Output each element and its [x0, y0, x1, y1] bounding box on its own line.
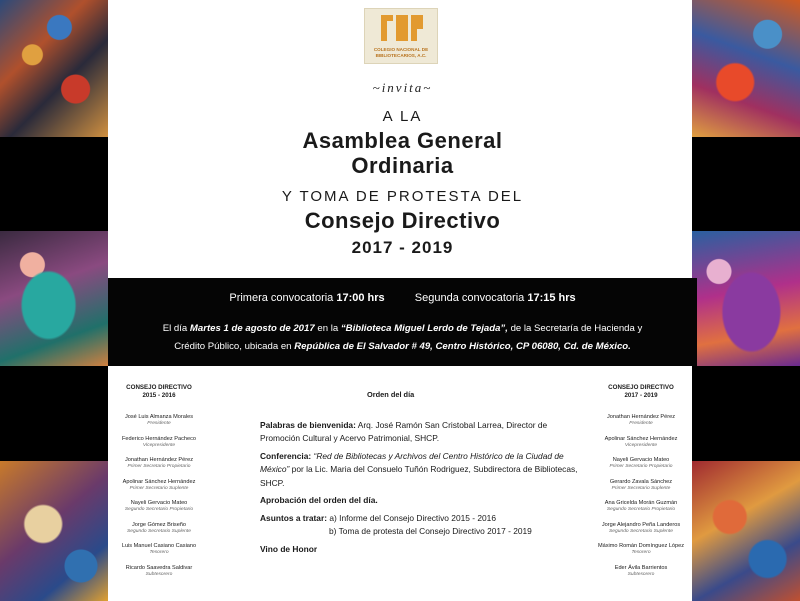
asunto-b: b) Toma de protesta del Consejo Directivo 2017 - 2019	[329, 526, 532, 536]
title-a-la: A LA	[382, 108, 423, 125]
council-member	[586, 414, 696, 436]
council-member	[586, 436, 696, 458]
event-place	[148, 320, 657, 356]
member-name: Eder Ávila Barrientos	[614, 564, 668, 571]
title-consejo-directivo: Consejo Directivo	[304, 208, 501, 233]
council-member	[586, 479, 696, 501]
member-role: Primer Secretario Propietario	[127, 464, 191, 469]
member-name: Gerardo Zavala Sánchez	[609, 478, 673, 485]
bienvenida-item: Palabras de bienvenida: Arq. José Ramón San Cristobal Larrea, Director de Promoción Cultural y Acervo Patrimonial, SHCP.	[260, 419, 548, 443]
member-name: Luis Manuel Casiano Casiano	[121, 543, 197, 549]
member-name: José Luis Almanza Morales	[124, 414, 194, 420]
member-role: Segundo Secretario Propietario	[606, 507, 676, 512]
member-role: Segundo Secretario Suplente	[609, 528, 673, 534]
member-role: Segundo Secretario Suplente	[127, 528, 191, 534]
place-text-1: El día	[162, 323, 188, 334]
member-role: Vicepresidente	[142, 442, 176, 448]
member-name: Nayeli Gervacio Mateo	[612, 457, 670, 463]
title-toma-de-protesta: Y TOMA DE PROTESTA DEL	[281, 188, 524, 205]
member-role: Subtesorero	[145, 571, 173, 577]
asuntos-item: Asuntos a tratar: a) Informe del Consejo Directivo 2015 - 2016	[260, 512, 497, 523]
member-role: Subtesorero	[627, 571, 655, 577]
member-name: Apolinar Sánchez Hernández	[604, 435, 678, 442]
council-member	[586, 522, 696, 544]
segunda-label: Segunda convocatoria	[414, 292, 525, 304]
mural-image-top-left	[0, 0, 108, 137]
aprobacion-item: Aprobación del orden del día.	[260, 495, 378, 505]
member-role: Tesorero	[149, 550, 169, 555]
mural-image-middle-left	[0, 231, 108, 366]
council-member	[586, 500, 696, 522]
logo-name: COLEGIO NACIONAL DE BIBLIOTECARIOS, A.C.	[373, 47, 429, 58]
member-name: Jorge Gómez Briseño	[131, 521, 187, 528]
primera-label: Primera convocatoria	[229, 292, 334, 304]
council-member	[108, 522, 210, 544]
council-member	[108, 457, 210, 479]
member-name: Máximo Román Domínguez López	[597, 543, 685, 549]
cnb-logo	[364, 8, 438, 64]
event-venue: “Biblioteca Miguel Lerdo de Tejada”,	[340, 323, 508, 334]
mural-image-bottom-right	[692, 461, 800, 601]
conferencia-item: Conferencia: “Red de Bibliotecas y Archivos del Centro Histórico de la Ciudad de México” por la Lic. Maria del Consuelo Tuñón Rodriguez, Subdirectora de Bibliotecas, SHCP.	[260, 450, 578, 488]
member-name: Federico Hernández Pacheco	[121, 435, 196, 442]
cnb-logo-mark	[379, 13, 425, 43]
invita-heading: ~invita~	[372, 80, 433, 95]
member-name: Jorge Alejandro Peña Landeros	[601, 521, 681, 528]
event-date: Martes 1 de agosto de 2017	[189, 323, 315, 334]
title-years: 2017 - 2019	[351, 238, 454, 257]
member-name: Ricardo Saavedra Saldivar	[125, 564, 193, 571]
council-member	[108, 565, 210, 587]
place-text-2: en la	[317, 323, 339, 334]
council-member	[586, 565, 696, 587]
place-text-3: de la Secretaría de Hacienda y Crédito Público, ubicada en	[174, 323, 643, 352]
title-asamblea-general: Asamblea General	[302, 128, 503, 153]
member-role: Presidente	[629, 421, 653, 426]
right-art-panel	[692, 0, 800, 601]
orden-del-dia	[260, 388, 580, 556]
council-member	[586, 457, 696, 479]
info-band	[108, 278, 697, 366]
member-name: Ana Gricelda Morán Guzmán	[604, 500, 678, 506]
member-role: Vicepresidente	[624, 442, 658, 448]
mural-image-middle-right	[692, 231, 800, 366]
member-name: Jonathan Hernández Pérez	[124, 457, 194, 463]
council-member	[586, 543, 696, 565]
consejo-2017-column	[586, 384, 696, 586]
member-name: Nayeli Gervacio Mateo	[130, 500, 188, 506]
member-role: Tesorero	[631, 550, 651, 555]
council-member	[108, 543, 210, 565]
primera-time: 17:00 hrs	[336, 292, 385, 304]
title-ordinaria: Ordinaria	[351, 153, 454, 178]
member-role: Primer Secretario Propietario	[609, 464, 673, 469]
consejo-2015-column	[108, 384, 210, 586]
vino-item: Vino de Honor	[260, 543, 318, 554]
member-name: Jonathan Hernández Pérez	[606, 414, 676, 420]
council-member	[108, 500, 210, 522]
consejo-2015-heading: CONSEJO DIRECTIVO 2015 - 2016	[126, 384, 192, 399]
mural-image-top-right	[692, 0, 800, 137]
council-member	[108, 436, 210, 458]
event-address: República de El Salvador # 49, Centro Histórico, CP 06080, Cd. de México.	[294, 341, 631, 352]
member-role: Primer Secretario Suplente	[611, 485, 671, 491]
segunda-time: 17:15 hrs	[527, 292, 576, 304]
convocatorias	[108, 292, 697, 304]
member-role: Primer Secretario Suplente	[129, 485, 189, 491]
council-member	[108, 414, 210, 436]
member-name: Apolinar Sánchez Hernández	[122, 478, 196, 485]
left-art-panel	[0, 0, 108, 601]
council-member	[108, 479, 210, 501]
mural-image-bottom-left	[0, 461, 108, 601]
orden-title: Orden del día	[367, 390, 415, 399]
consejo-2017-heading: CONSEJO DIRECTIVO 2017 - 2019	[608, 384, 674, 399]
member-role: Presidente	[147, 421, 171, 426]
member-role: Segundo Secretario Propietario	[124, 507, 194, 512]
